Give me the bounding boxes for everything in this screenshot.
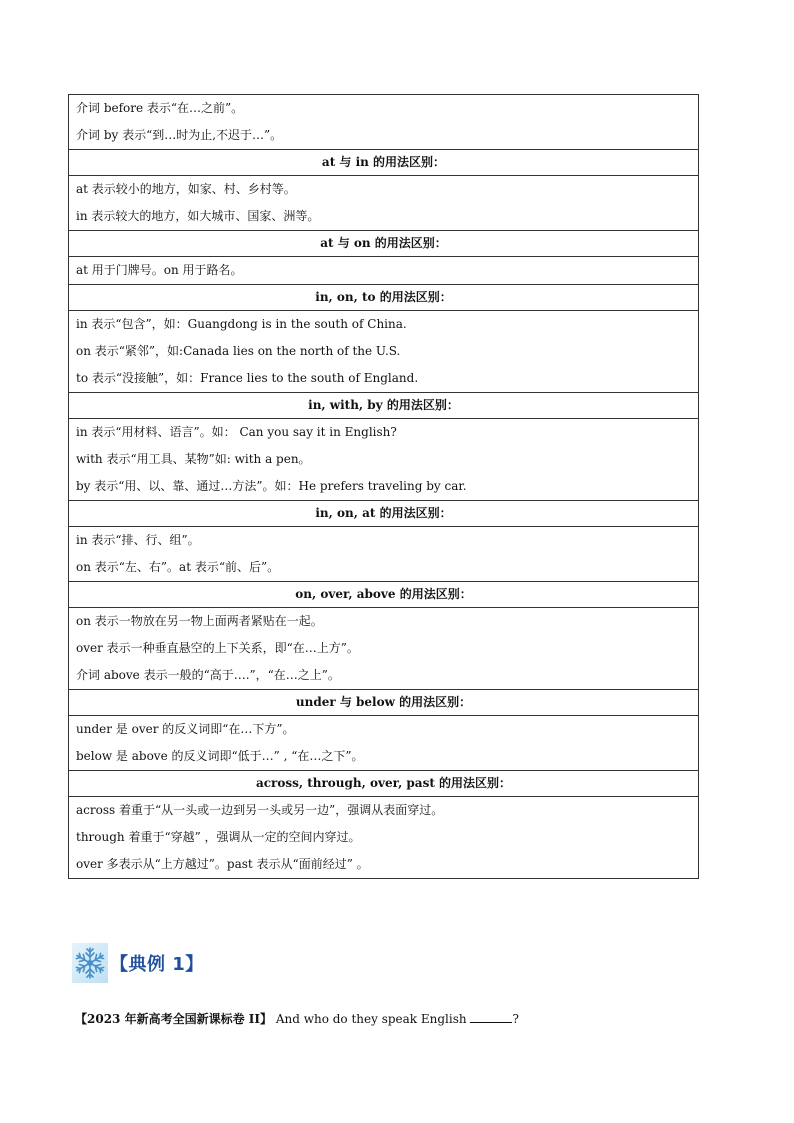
text-line: on 表示一物放在另一物上面两者紧贴在一起。 — [76, 614, 323, 628]
question-text: And who do they speak English — [275, 1012, 467, 1026]
section-header-row — [69, 231, 699, 257]
text-line: in 表示“用材料、语言”。如： Can you say it in English? — [76, 425, 397, 439]
text-line: under 是 over 的反义词即“在…下方”。 — [76, 722, 295, 736]
example-title: 【典例 1】 — [110, 954, 204, 975]
section-body-row — [69, 176, 699, 231]
section-header-row — [69, 501, 699, 527]
text-line: across 着重于“从一头或一边到另一头或另一边”，强调从表面穿过。 — [76, 803, 444, 817]
text-line: on 表示“紧邻”，如:Canada lies on the north of the U.S. — [76, 344, 401, 358]
section-header: across, through, over, past 的用法区别： — [69, 771, 699, 797]
text-line: to 表示“没接触”，如：France lies to the south of England. — [76, 371, 419, 385]
example-heading — [72, 942, 204, 984]
section-header: on, over, above 的用法区别： — [69, 582, 699, 608]
text-line: in 表示“包含”，如：Guangdong is in the south of China. — [76, 317, 407, 331]
section-body — [69, 608, 699, 690]
section-body — [69, 527, 699, 582]
section-header: at 与 in 的用法区别： — [69, 150, 699, 176]
text-line: at 表示较小的地方，如家、村、乡村等。 — [76, 182, 296, 196]
text-line: through 着重于“穿越” ，强调从一定的空间内穿过。 — [76, 830, 361, 844]
answer-blank — [470, 1010, 512, 1023]
text-line: with 表示“用工具、某物”如: with a pen。 — [76, 452, 311, 466]
section-header-row — [69, 771, 699, 797]
intro-cell — [69, 95, 699, 150]
text-line: 介词 before 表示“在…之前”。 — [76, 101, 244, 115]
section-header-row — [69, 582, 699, 608]
section-body — [69, 311, 699, 393]
section-header-row — [69, 393, 699, 419]
section-body-row — [69, 419, 699, 501]
section-body — [69, 419, 699, 501]
section-header-row — [69, 690, 699, 716]
section-body — [69, 176, 699, 231]
section-header: at 与 on 的用法区别： — [69, 231, 699, 257]
section-body-row — [69, 716, 699, 771]
section-header-row — [69, 285, 699, 311]
section-body-row — [69, 797, 699, 879]
text-line: on 表示“左、右”。at 表示“前、后”。 — [76, 560, 280, 574]
section-body-row — [69, 257, 699, 285]
section-header: in, on, to 的用法区别： — [69, 285, 699, 311]
snowflake-icon — [72, 943, 108, 983]
question-line — [75, 1010, 519, 1027]
intro-row — [69, 95, 699, 150]
text-line: 介词 above 表示一般的“高于….”，“在…之上”。 — [76, 668, 340, 682]
text-line: in 表示较大的地方，如大城市、国家、洲等。 — [76, 209, 320, 223]
text-line: below 是 above 的反义词即“低于…” , “在…之下”。 — [76, 749, 364, 763]
section-header: in, on, at 的用法区别： — [69, 501, 699, 527]
text-line: by 表示“用、以、靠、通过…方法”。如：He prefers traveling by car. — [76, 479, 467, 493]
section-header-row — [69, 150, 699, 176]
section-body-row — [69, 311, 699, 393]
text-line: at 用于门牌号。on 用于路名。 — [76, 263, 243, 277]
text-line: over 多表示从“上方越过”。past 表示从“面前经过” 。 — [76, 857, 369, 871]
text-line: 介词 by 表示“到…时为止,不迟于…”。 — [76, 128, 283, 142]
section-body-row — [69, 527, 699, 582]
text-line: in 表示“排、行、组”。 — [76, 533, 200, 547]
grammar-table — [68, 94, 699, 879]
section-body-row — [69, 608, 699, 690]
question-end: ? — [512, 1012, 519, 1026]
section-body — [69, 716, 699, 771]
section-header: under 与 below 的用法区别： — [69, 690, 699, 716]
section-body — [69, 797, 699, 879]
question-source: 【2023 年新高考全国新课标卷 II】 — [75, 1012, 272, 1026]
section-header: in, with, by 的用法区别： — [69, 393, 699, 419]
text-line: over 表示一种垂直悬空的上下关系，即“在…上方”。 — [76, 641, 359, 655]
section-body — [69, 257, 699, 285]
